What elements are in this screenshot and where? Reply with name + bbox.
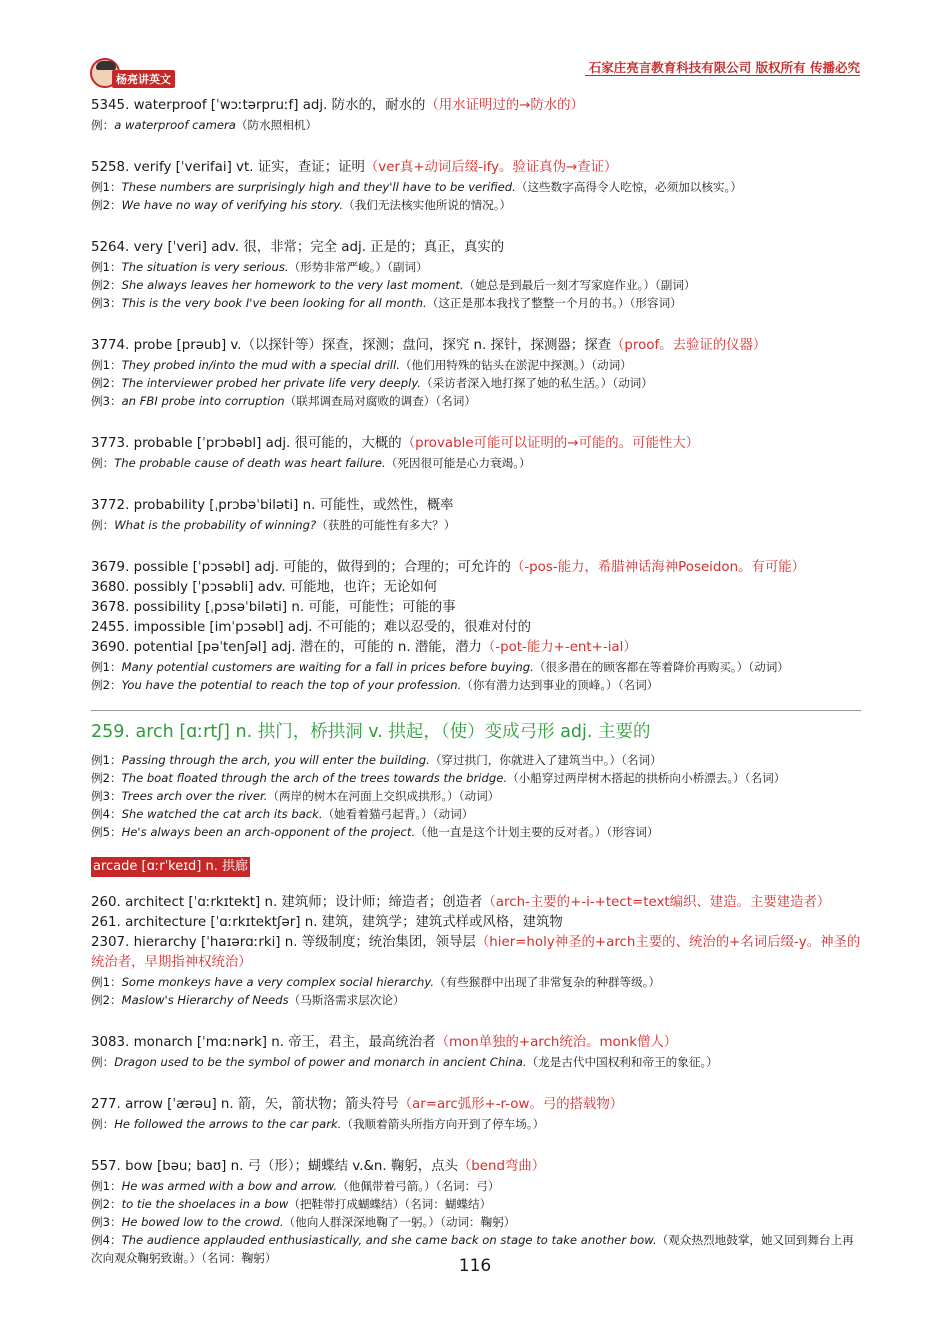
entry-main: 5258. verify [ˈverifai] vt. 证实，查证；证明 [91,160,365,175]
entry-main: 2307. hierarchy [ˈhaɪərɑːrki] n. 等级制度；统治集团，领导层 [91,935,476,950]
example-line: 例1：Some monkeys have a very complex social hierarchy.（有些猴群中出现了非常复杂的种群等级。） [91,975,661,989]
entry-main: 3773. probable [ˈprɔbəbl] adj. 很可能的，大概的 [91,436,402,451]
example-line: 例：The probable cause of death was heart failure.（死因很可能是心力衰竭。） [91,456,531,470]
example-line: 例2：We have no way of verifying his story.（我们无法核实他所说的情况。） [91,198,512,212]
header-divider [585,75,860,76]
entry-note: （provable可能可以证明的→可能的。可能性大） [401,436,700,451]
entry-note: （ar=arc弧形+-r-ow。弓的搭载物） [398,1097,624,1112]
entry-note: （用水证明过的→防水的） [425,98,584,113]
entry-note: （mon单独的+arch统治。monk僧人） [435,1035,678,1050]
entry-main: 3690. potential [pəˈtenʃəl] adj. 潜在的，可能的 n. 潜能，潜力 [91,640,482,655]
example-line: 例1：They probed in/into the mud with a special drill.（他们用特殊的钻头在淤泥中探测。）（动词） [91,358,632,372]
entry-note: （proof。去验证的仪器） [610,338,767,353]
example-line: 例1：These numbers are surprisingly high and they'll have to be verified.（这些数字高得令人吃惊，必须加以核实。） [91,180,742,194]
entry-bow [91,1157,861,1267]
entry-main: 3680. possibly [ˈpɔsəbli] adv. 可能地，也许；无论如何 [91,580,438,595]
entry-note: （arch-主要的+-i-+tect=text编织、建造。主要建造者） [482,895,831,910]
entry-main: 277. arrow [ˈærəu] n. 箭，矢，箭状物；箭头符号 [91,1097,399,1112]
entry-probability [91,496,861,534]
example-line: 例：a waterproof camera（防水照相机） [91,118,318,132]
example-line: 例1：Many potential customers are waiting for a fall in prices before buying.（很多潜在的顾客都在等着降价再购买。）（动词） [91,660,789,674]
example-line: 例2：The interviewer probed her private life very deeply.（采访者深入地打探了她的私生活。）（动词） [91,376,653,390]
entry-group-possible [91,558,861,694]
example-line: 例2：The boat floated through the arch of the trees towards the bridge.（小船穿过两岸树木搭起的拱桥向小桥漂去。）（名词） [91,771,786,785]
entry-main: 3678. possibility [ˌpɔsəˈbiləti] n. 可能，可能性；可能的事 [91,600,456,615]
entry-note: （-pot-能力+-ent+-ial） [481,640,637,655]
entry-main: 5264. very [ˈveri] adv. 很，非常；完全 adj. 正是的；真正，真实的 [91,240,505,255]
entry-verify [91,158,861,214]
example-line: 例4：She watched the cat arch its back.（她看着猫弓起背。）（动词） [91,807,474,821]
entry-main: 3774. probe [prəub] v.（以探针等）探查，探测；盘问，探究 n. 探针，探测器；探查 [91,338,611,353]
example-line: 例2：You have the potential to reach the top of your profession.（你有潜力达到事业的顶峰。）（名词） [91,678,659,692]
page-number: 116 [458,1256,492,1276]
example-line: 例2：to tie the shoelaces in a bow（把鞋带打成蝴蝶结）（名词：蝴蝶结） [91,1197,492,1211]
entry-arrow [91,1095,861,1133]
highlight-arcade: arcade [ɑːrˈkeɪd] n. 拱廊 [91,857,250,877]
example-line: 例5：He's always been an arch-opponent of the project.（他一直是这个计划主要的反对者。）（形容词） [91,825,659,839]
entry-main: 5345. waterproof [ˈwɔːtərpruːf] adj. 防水的，耐水的 [91,98,426,113]
entry-group-architect [91,893,861,1009]
entry-note: （-pos-能力，希腊神话海神Poseidon。有可能） [510,560,806,575]
section-divider [91,710,861,711]
entry-very [91,238,861,312]
example-line: 例3：This is the very book I've been looking for all month.（这正是那本我找了整整一个月的书。）（形容词） [91,296,682,310]
entry-main: 3772. probability [ˌprɔbəˈbiləti] n. 可能性，或然性，概率 [91,498,454,513]
example-line: 例1：The situation is very serious.（形势非常严峻。）（副词） [91,260,428,274]
content [91,96,861,1267]
example-line: 例2：Maslow's Hierarchy of Needs（马斯洛需求层次论） [91,993,405,1007]
section-heading: 259. arch [ɑːrtʃ] n. 拱门，桥拱洞 v. 拱起，（使）变成弓形 adj. 主要的 [91,722,651,742]
entry-probe [91,336,861,410]
copyright-notice: 石家庄亮言教育科技有限公司 版权所有 传播必究 [588,60,860,75]
logo [90,58,186,90]
logo-text: 杨亮讲英文 [112,70,175,88]
example-line: 例：Dragon used to be the symbol of power and monarch in ancient China.（龙是古代中国权利和帝王的象征。） [91,1055,718,1069]
entry-main: 557. bow [bəu; baʊ] n. 弓（形）；蝴蝶结 v.&n. 鞠躬，点头 [91,1159,458,1174]
example-line: 例3：Trees arch over the river.（两岸的树木在河面上交织成拱形。）（动词） [91,789,500,803]
entry-main: 3083. monarch [ˈmɑːnərk] n. 帝王，君主，最高统治者 [91,1035,436,1050]
entry-main: 2455. impossible [imˈpɔsəbl] adj. 不可能的；难以忍受的，很难对付的 [91,620,532,635]
entry-main: 3679. possible [ˈpɔsəbl] adj. 可能的，做得到的；合理的；可允许的 [91,560,511,575]
example-line: 例3：an FBI probe into corruption（联邦调查局对腐败的调查）（名词） [91,394,476,408]
entry-probable [91,434,861,472]
entry-main: 261. architecture [ˈɑːrkɪtektʃər] n. 建筑，建筑学；建筑式样或风格，建筑物 [91,915,563,930]
example-line: 例1：Passing through the arch, you will enter the building.（穿过拱门，你就进入了建筑当中。）（名词） [91,753,662,767]
entry-waterproof [91,96,861,134]
example-line: 例3：He bowed low to the crowd.（他向人群深深地鞠了一躬。）（动词：鞠躬） [91,1215,516,1229]
entry-note: （bend弯曲） [457,1159,546,1174]
example-line: 例2：She always leaves her homework to the very last moment.（她总是到最后一刻才写家庭作业。）（副词） [91,278,696,292]
entry-note: （ver真+动词后缀-ify。验证真伪→查证） [364,160,618,175]
section-arch [91,719,861,877]
entry-monarch [91,1033,861,1071]
entry-main: 260. architect [ˈɑːrkɪtekt] n. 建筑师；设计师；缔造者；创造者 [91,895,483,910]
example-line: 例1：He was armed with a bow and arrow.（他佩带着弓箭。）（名词：弓） [91,1179,500,1193]
example-line: 例：What is the probability of winning?（获胜的可能性有多大？） [91,518,456,532]
entry-note: （hier=holy神圣的+arch主要的、统治的+名词后缀-y。神圣的统治者，早期指神权统治） [91,935,861,970]
example-line: 例4：The audience applauded enthusiastically, and she came back on stage to take another bow.（观众热烈地鼓掌，她又回到舞台上再次向观众鞠躬致谢。）（名词：鞠躬） [91,1233,854,1265]
example-line: 例：He followed the arrows to the car park.（我顺着箭头所指方向开到了停车场。） [91,1117,545,1131]
